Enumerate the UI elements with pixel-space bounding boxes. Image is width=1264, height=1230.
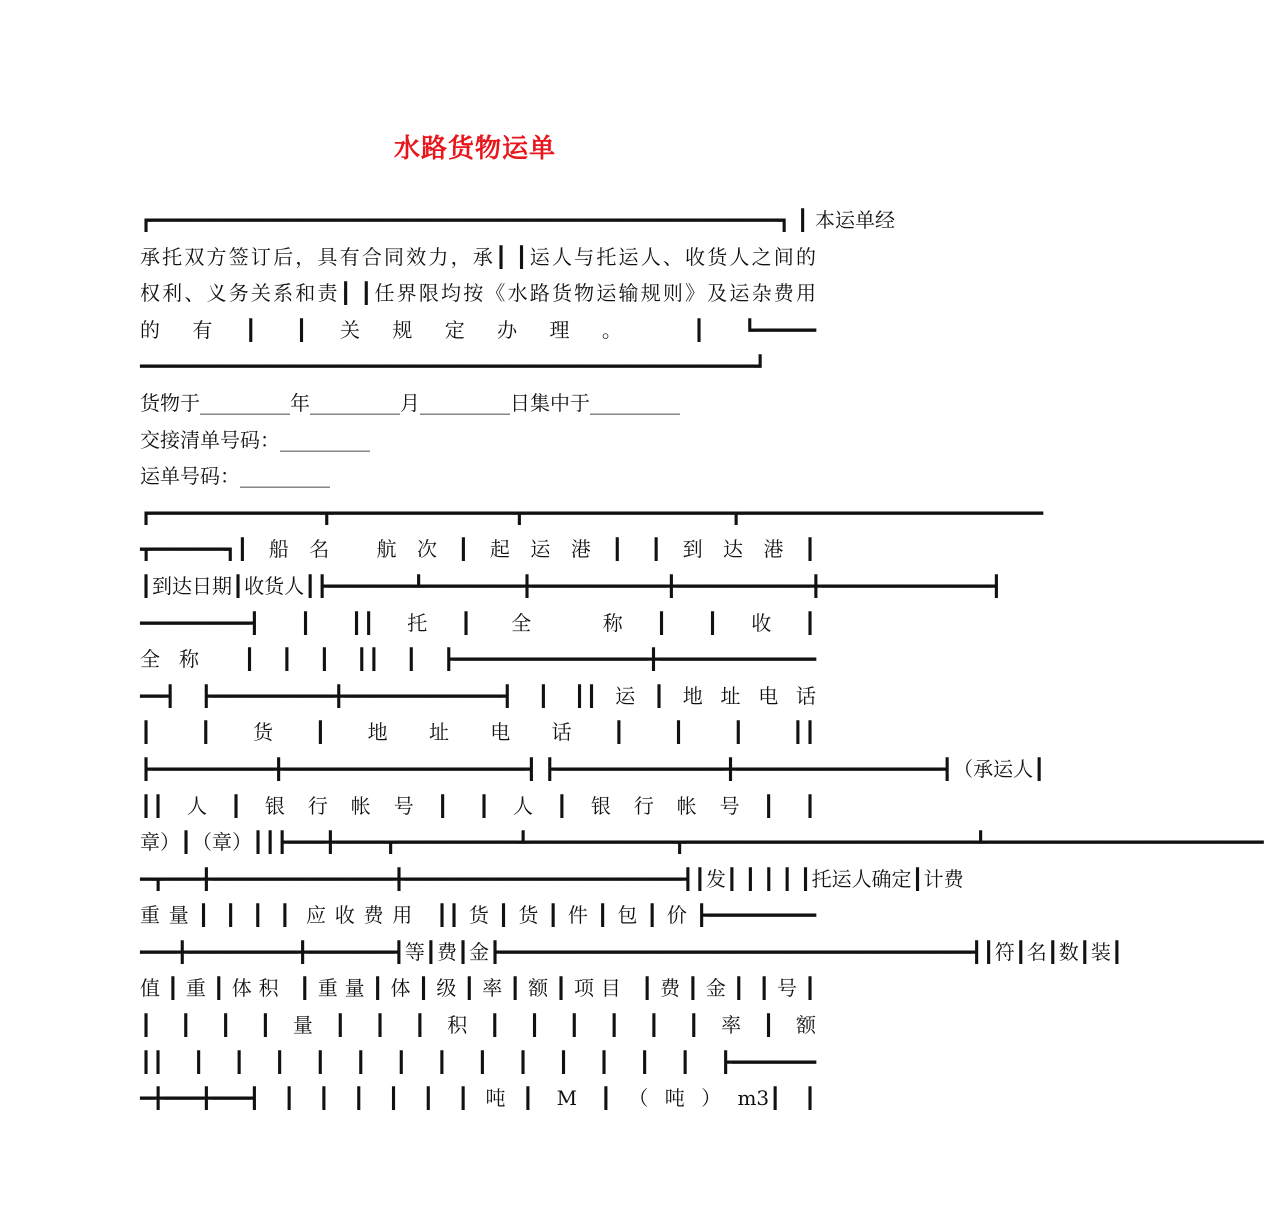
table-row: 重量┃ ┃ ┃ ┃ 应收费用 ┃┃货┃货┃件┃包┃价┣━━━━━━━━━ [140,903,816,928]
table-row: 值┃重┃体积 ┃重量┃体┃级┃率┃额┃项目 ┃费┃金┃ ┃号┃ [140,976,816,1001]
waybill-number-line: 运单号码：_________ [140,464,330,489]
document-body [140,202,1264,1117]
notice-line: ┏━━━━━━━━━━━━━━━━━━━━━━━━━━━━━━━━━━━━━━━━━━━━━━━━━━━━┓ ┃ 本运单经 [140,208,895,232]
table-row: ━━━╋━━━━━━━━━╋━━━━━━━┫等┃费┃金┣━━━━━━━━━━━━━━━━━━━━━━━━━━━━━━━━━━━━━━━┫┃符┃名┃数┃装┃ [140,939,1123,964]
notice-line: ━━━━━━━━━━━━━━━━━━━━━━━━━━━━━━━━━━━━━━━━━━━━━━━━━━━┛ [140,354,767,379]
table-row: ┃┃人┃银行帐号┃ ┃人┃银行帐号┃ ┃ [140,793,816,818]
table-row: ━┳━━━╋━━━━━━━━━━━━━━━╋━━━━━━━━━━━━━━━━━━━━━━━┫┃发┃ ┃ ┃ ┃ ┃托运人确定┃计费 [140,866,964,891]
cargo-date-line: 货物于_________年_________月_________日集中于_________ [140,390,680,415]
table-row: ━━┫ ┣━━━━━━━━━━╋━━━━━━━━━━━━━┫ ┃ ┃┃运┃地址电话 [140,683,816,708]
table-row: ┃ ┃ ┃ ┃量┃ ┃ ┃积┃ ┃ ┃ ┃ ┃ ┃率┃额 [140,1013,816,1038]
table-row: ┣━━━━━━━━━━╋━━━━━━━━━━━━━━━━━━━━┫ ┣━━━━━━━━━━━━━━╋━━━━━━━━━━━━━━━━━┫（承运人┃ [140,756,1046,781]
waybill-table [140,495,1264,1117]
table-row: ━━━━━━━━━┫ ┃ ┃┃托┃ 全 称┃ ┃收┃ [140,610,816,635]
handover-list-number-line: 交接清单号码：_________ [140,427,370,452]
table-row: ┃ ┃货┃地址电话┃ ┃ ┃ ┃┃ [140,720,816,745]
page-title: 水路货物运单 [393,134,556,164]
notice-line: 承托双方签订后，具有合同效力，承┃ ┃运人与托运人、收货人之间的 [140,244,816,269]
notice-line: 的有┃ ┃关规定办理。 ┃ ┗━━━━━ [140,317,816,342]
table-row: 章）┃（章）┃┃┣━━━╋━━━━┳━━━━━━━━━━┻━━━━━━━━━━━━┳━━━━━━━━━━━━━━━━━━━━━━━━┻━━━━━━━━━━━━━━━━━━━━━━━ [140,830,1264,855]
notice-block [140,202,895,385]
table-row: ┳━━━━━━┓┃船名 航次┃起运港┃ ┃到达港┃ [140,537,816,562]
table-row: ━╋━━━╋━━━┫ ┃ ┃ ┃ ┃ ┃ ┃吨┃ M ┃（吨）m3┃ ┃ [140,1086,816,1111]
table-row: 全称 ┃ ┃ ┃ ┃┃ ┃ ┣━━━━━━━━━━━━━━━━╋━━━━━━━━━━━━━ [140,647,816,672]
table-row: ┃┃ ┃ ┃ ┃ ┃ ┃ ┃ ┃ ┃ ┃ ┃ ┃ ┃ ┃ ┣━━━━━━━ [140,1049,816,1074]
notice-line: 权利、义务关系和责┃ ┃任界限均按《水路货物运输规则》及运杂费用 [140,281,816,306]
table-row: ┃到达日期┃收货人┃┣━━━━━━━┻━━━━━━━━╋━━━━━━━━━━━╋━━━━━━━━━━━╋━━━━━━━━━━━━━━┫ [140,573,1003,598]
table-row: ┏━━━━━━━━━━━━━━┳━━━━━━━━━━━━━━━┳━━━━━━━━━━━━━━━━━┳━━━━━━━━━━━━━━━━━━━━━━━━━ [140,500,1044,525]
cargo-info-block [140,385,816,495]
